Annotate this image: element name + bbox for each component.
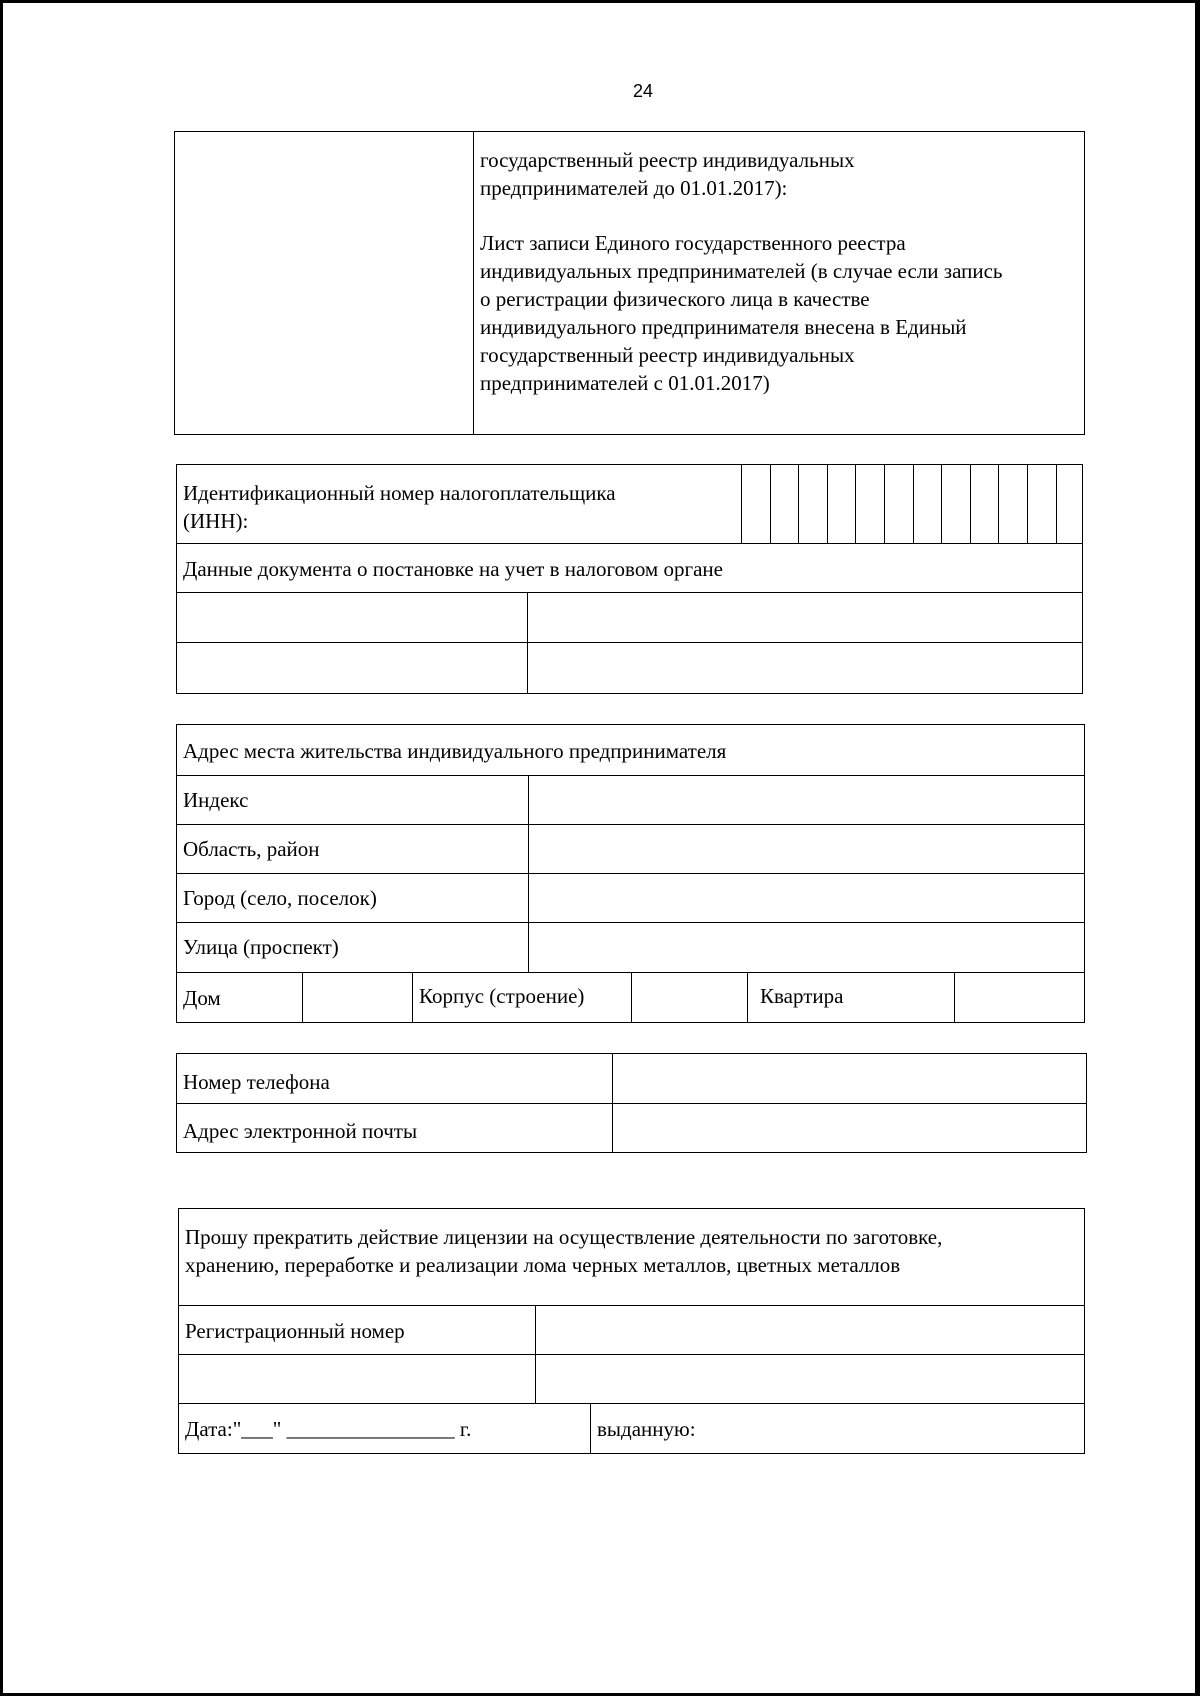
tax-doc-field-4[interactable] <box>529 644 1081 692</box>
address-header: Адрес места жительства индивидуального предпринимателя <box>183 739 727 763</box>
phone-label: Номер телефона <box>183 1070 330 1094</box>
extra-field-right[interactable] <box>537 1356 1083 1403</box>
registry-sheet-line4: индивидуального предпринимателя внесена в Единый <box>480 315 967 339</box>
city-label: Город (село, поселок) <box>183 886 377 910</box>
tax-doc-label: Данные документа о постановке на учет в налоговом органе <box>183 557 723 581</box>
extra-field-left[interactable] <box>179 1356 534 1403</box>
inn-table <box>176 464 1083 694</box>
inn-digit-box[interactable] <box>915 465 941 542</box>
building-field[interactable] <box>633 974 745 1022</box>
registry-sheet-line6: предпринимателей с 01.01.2017) <box>480 371 770 395</box>
house-label: Дом <box>183 986 221 1010</box>
request-text-line2: хранению, переработке и реализации лома черных металлов, цветных металлов <box>185 1253 901 1277</box>
inn-digit-box[interactable] <box>857 465 883 542</box>
registry-sheet-line5: государственный реестр индивидуальных <box>480 343 855 367</box>
phone-field[interactable] <box>614 1054 1086 1102</box>
apartment-label: Квартира <box>760 984 844 1008</box>
license-request-table <box>178 1208 1085 1454</box>
document-page <box>3 3 1195 1693</box>
city-field[interactable] <box>529 875 1083 922</box>
address-table <box>176 724 1085 1023</box>
registry-sheet-line1: Лист записи Единого государственного реестра <box>480 231 906 255</box>
registry-continuation-table <box>174 131 1085 435</box>
apartment-field[interactable] <box>956 974 1083 1022</box>
registry-sheet-line3: о регистрации физического лица в качестве <box>480 287 870 311</box>
email-field[interactable] <box>614 1105 1086 1152</box>
date-field[interactable]: Дата:"___" ________________ г. <box>185 1417 472 1441</box>
house-field[interactable] <box>304 974 410 1022</box>
page-number: 24 <box>632 81 654 101</box>
inn-digit-box[interactable] <box>772 465 798 542</box>
contacts-table <box>176 1053 1087 1153</box>
reg-number-field[interactable] <box>537 1307 1083 1354</box>
inn-digit-box[interactable] <box>943 465 969 542</box>
region-field[interactable] <box>529 826 1083 873</box>
street-label: Улица (проспект) <box>183 935 339 959</box>
registry-sheet-line2: индивидуальных предпринимателей (в случае если запись <box>480 259 1003 283</box>
building-label: Корпус (строение) <box>419 984 585 1008</box>
inn-digit-box[interactable] <box>1000 465 1026 542</box>
inn-digit-box[interactable] <box>800 465 826 542</box>
inn-digit-box[interactable] <box>743 465 769 542</box>
email-label: Адрес электронной почты <box>183 1119 418 1143</box>
inn-digit-box[interactable] <box>1058 465 1084 542</box>
inn-digit-box[interactable] <box>1029 465 1055 542</box>
index-label: Индекс <box>183 788 249 812</box>
tax-doc-field-1[interactable] <box>177 594 526 642</box>
registry-text-line1: государственный реестр индивидуальных <box>480 148 855 172</box>
inn-label-line1: Идентификационный номер налогоплательщика <box>183 481 616 505</box>
reg-number-label: Регистрационный номер <box>185 1319 405 1343</box>
inn-digit-box[interactable] <box>829 465 855 542</box>
index-field[interactable] <box>529 777 1083 824</box>
request-text-line1: Прошу прекратить действие лицензии на осуществление деятельности по заготовке, <box>185 1225 943 1249</box>
inn-digit-box[interactable] <box>972 465 998 542</box>
tax-doc-field-3[interactable] <box>177 644 526 692</box>
inn-digit-box[interactable] <box>886 465 912 542</box>
tax-doc-field-2[interactable] <box>529 594 1081 642</box>
street-field[interactable] <box>529 924 1083 971</box>
registry-text-line2: предпринимателей до 01.01.2017): <box>480 176 788 200</box>
inn-label-line2: (ИНН): <box>183 509 249 533</box>
issued-label: выданную: <box>597 1417 696 1441</box>
region-label: Область, район <box>183 837 320 861</box>
